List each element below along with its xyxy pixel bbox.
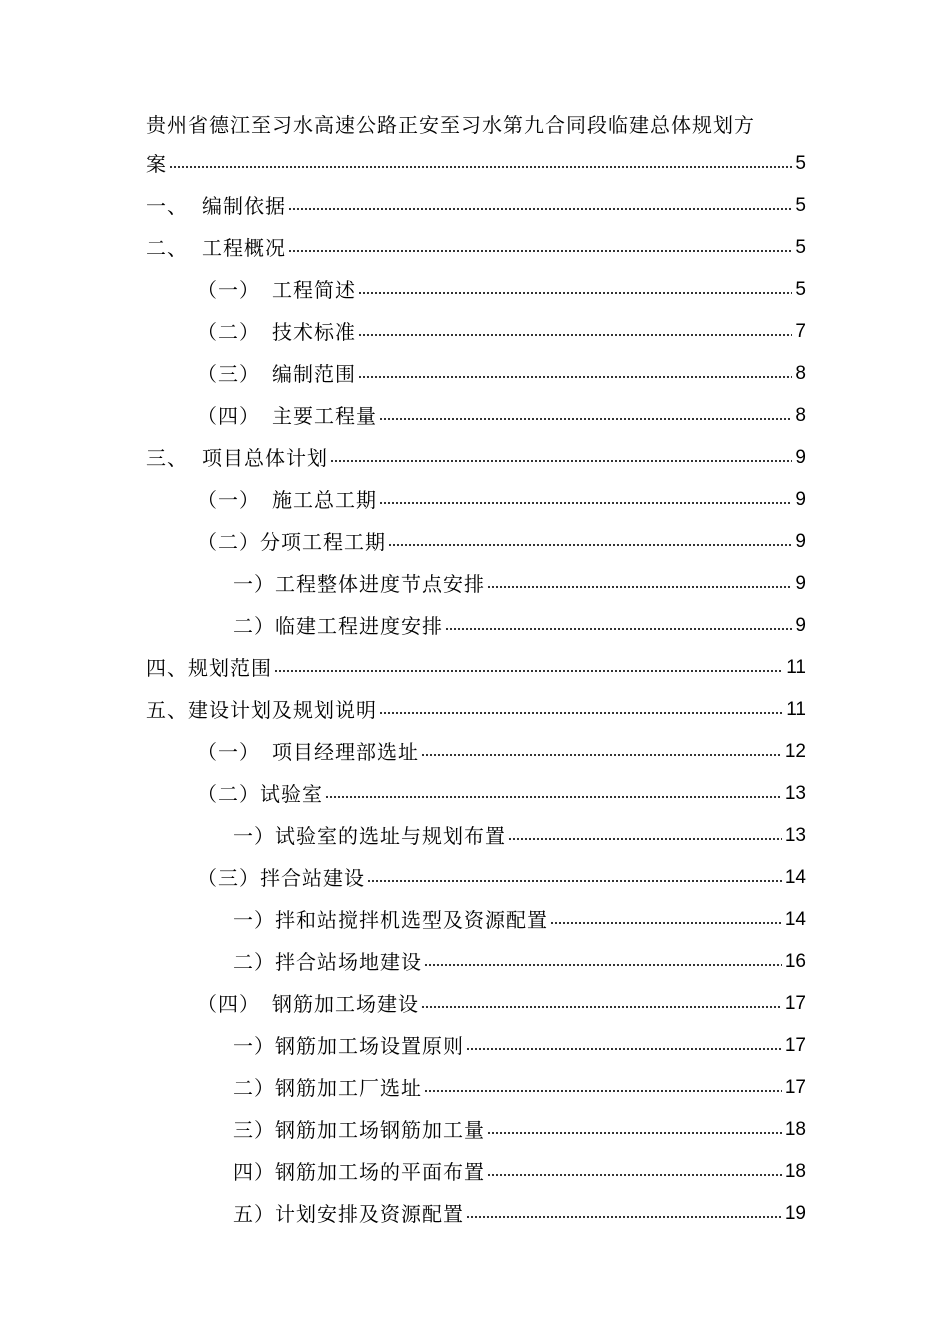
dot-leader (487, 1130, 782, 1136)
toc-page-number: 9 (795, 489, 806, 510)
toc-entry-number: 四） (233, 1160, 275, 1184)
dot-leader (487, 1172, 782, 1178)
toc-entry[interactable] (146, 442, 806, 470)
toc-page-number: 9 (795, 531, 806, 552)
toc-page-number: 11 (786, 657, 806, 678)
toc-entry[interactable] (233, 1198, 806, 1226)
toc-entry[interactable] (233, 1114, 806, 1142)
toc-entry[interactable] (197, 274, 806, 302)
toc-entry-text: 钢筋加工场钢筋加工量 (275, 1118, 485, 1142)
toc-entry-number: （一） (197, 278, 260, 302)
dot-leader (288, 206, 792, 212)
toc-page-number: 18 (784, 1119, 806, 1140)
toc-page-number: 13 (784, 783, 806, 804)
dot-leader (466, 1214, 782, 1220)
toc-page-number: 8 (795, 363, 806, 384)
toc-entry[interactable] (233, 1156, 806, 1184)
dot-leader (274, 668, 783, 674)
toc-entry-number: 二、 (146, 236, 188, 260)
dot-leader (379, 710, 783, 716)
dot-leader (508, 836, 782, 842)
dot-leader (487, 584, 792, 590)
toc-entry-number: （二） (197, 320, 260, 344)
toc-page-number: 17 (784, 993, 806, 1014)
toc-page-number: 14 (784, 867, 806, 888)
toc-entry-text: 钢筋加工场建设 (272, 992, 419, 1016)
toc-entry-number: 五） (233, 1202, 275, 1226)
dot-leader (379, 416, 792, 422)
dot-leader (388, 542, 792, 548)
toc-entry-text: 规划范围 (188, 656, 272, 680)
toc-entry-text: 拌合站建设 (260, 866, 365, 890)
toc-entry[interactable] (197, 736, 806, 764)
toc-entry-number: （三） (197, 866, 260, 890)
toc-entry[interactable] (197, 400, 806, 428)
toc-entry-text: 项目经理部选址 (272, 740, 419, 764)
toc-entry-text: 编制依据 (202, 194, 286, 218)
toc-page-number: 19 (784, 1203, 806, 1224)
toc-entry-number: 三） (233, 1118, 275, 1142)
dot-leader (358, 374, 792, 380)
toc-page-number: 5 (795, 279, 806, 300)
toc-entry-number: （三） (197, 362, 260, 386)
toc-entry-number: （一） (197, 488, 260, 512)
toc-entry[interactable] (146, 232, 806, 260)
toc-entry-number: （四） (197, 992, 260, 1016)
toc-entry-text: 主要工程量 (272, 404, 377, 428)
toc-entry-number: 三、 (146, 446, 188, 470)
toc-page-number: 5 (795, 195, 806, 216)
toc-entry-number: 二） (233, 950, 275, 974)
toc-entry-number: 四、 (146, 656, 188, 680)
toc-entry[interactable] (233, 1030, 806, 1058)
toc-page-number: 13 (784, 825, 806, 846)
toc-entry-number: 一） (233, 908, 275, 932)
toc-entry-text: 分项工程工期 (260, 530, 386, 554)
toc-entry-number: 五、 (146, 698, 188, 722)
toc-entry-number: 一） (233, 1034, 275, 1058)
toc-entry[interactable] (197, 484, 806, 512)
toc-entry-number: （一） (197, 740, 260, 764)
toc-entry[interactable] (146, 652, 806, 680)
toc-entry-number: 一、 (146, 194, 188, 218)
toc-page-number: 9 (795, 573, 806, 594)
toc-entry-text: 钢筋加工厂选址 (275, 1076, 422, 1100)
toc-entry-number: 一） (233, 824, 275, 848)
toc-entry-text: 拌和站搅拌机选型及资源配置 (275, 908, 548, 932)
toc-entry-text: 试验室 (260, 782, 323, 806)
toc-page-number: 18 (784, 1161, 806, 1182)
toc-entry-text: 编制范围 (272, 362, 356, 386)
toc-entry-text: 临建工程进度安排 (275, 614, 443, 638)
toc-entry-text: 计划安排及资源配置 (275, 1202, 464, 1226)
toc-page-number: 12 (784, 741, 806, 762)
toc-entry-text: 工程整体进度节点安排 (275, 572, 485, 596)
toc-entry[interactable] (146, 694, 806, 722)
dot-leader (288, 248, 792, 254)
toc-entry-text: 拌合站场地建设 (275, 950, 422, 974)
toc-entry-text: 项目总体计划 (202, 446, 328, 470)
toc-title-line: 贵州省德江至习水高速公路正安至习水第九合同段临建总体规划方 (146, 113, 755, 137)
toc-entry[interactable] (197, 358, 806, 386)
dot-leader (325, 794, 782, 800)
toc-entry-text: 试验室的选址与规划布置 (275, 824, 506, 848)
dot-leader (466, 1046, 782, 1052)
toc-entry-text: 建设计划及规划说明 (188, 698, 377, 722)
dot-leader (424, 962, 782, 968)
toc-entry-text: 钢筋加工场的平面布置 (275, 1160, 485, 1184)
toc-entry-number: 二） (233, 614, 275, 638)
toc-page-number: 16 (784, 951, 806, 972)
toc-entry[interactable] (146, 148, 806, 176)
dot-leader (358, 290, 792, 296)
dot-leader (358, 332, 792, 338)
toc-entry-text: 工程概况 (202, 236, 286, 260)
toc-page-number: 14 (784, 909, 806, 930)
toc-entry[interactable] (233, 610, 806, 638)
toc-page-number: 9 (795, 615, 806, 636)
toc-entry[interactable] (233, 1072, 806, 1100)
dot-leader (330, 458, 792, 464)
toc-entry[interactable] (197, 862, 806, 890)
toc-entry-text: 技术标准 (272, 320, 356, 344)
toc-entry[interactable] (233, 568, 806, 596)
dot-leader (379, 500, 792, 506)
toc-entry-number: 一） (233, 572, 275, 596)
toc-entry-number: 二） (233, 1076, 275, 1100)
toc-entry-text: 施工总工期 (272, 488, 377, 512)
dot-leader (424, 1088, 782, 1094)
toc-page-number: 5 (795, 153, 806, 174)
toc-entry[interactable] (146, 190, 806, 218)
toc-entry[interactable] (197, 778, 806, 806)
dot-leader (421, 1004, 782, 1010)
toc-entry-text: 工程简述 (272, 278, 356, 302)
toc-page-number: 11 (786, 699, 806, 720)
toc-page-number: 5 (795, 237, 806, 258)
dot-leader (445, 626, 792, 632)
toc-page-number: 7 (795, 321, 806, 342)
dot-leader (367, 878, 782, 884)
dot-leader (550, 920, 782, 926)
toc-page-number: 17 (784, 1035, 806, 1056)
toc-entry-text: 案 (146, 152, 167, 176)
dot-leader (421, 752, 782, 758)
toc-entry[interactable] (233, 820, 806, 848)
toc-entry-number: （四） (197, 404, 260, 428)
toc-entry[interactable] (197, 316, 806, 344)
toc-entry[interactable] (197, 526, 806, 554)
toc-page-number: 8 (795, 405, 806, 426)
toc-entry[interactable] (233, 904, 806, 932)
toc-entry-number: （二） (197, 782, 260, 806)
toc-page-number: 17 (784, 1077, 806, 1098)
toc-entry-number: （二） (197, 530, 260, 554)
toc-entry-text: 钢筋加工场设置原则 (275, 1034, 464, 1058)
dot-leader (169, 164, 792, 170)
toc-page-number: 9 (795, 447, 806, 468)
toc-entry[interactable] (197, 988, 806, 1016)
toc-entry[interactable] (233, 946, 806, 974)
